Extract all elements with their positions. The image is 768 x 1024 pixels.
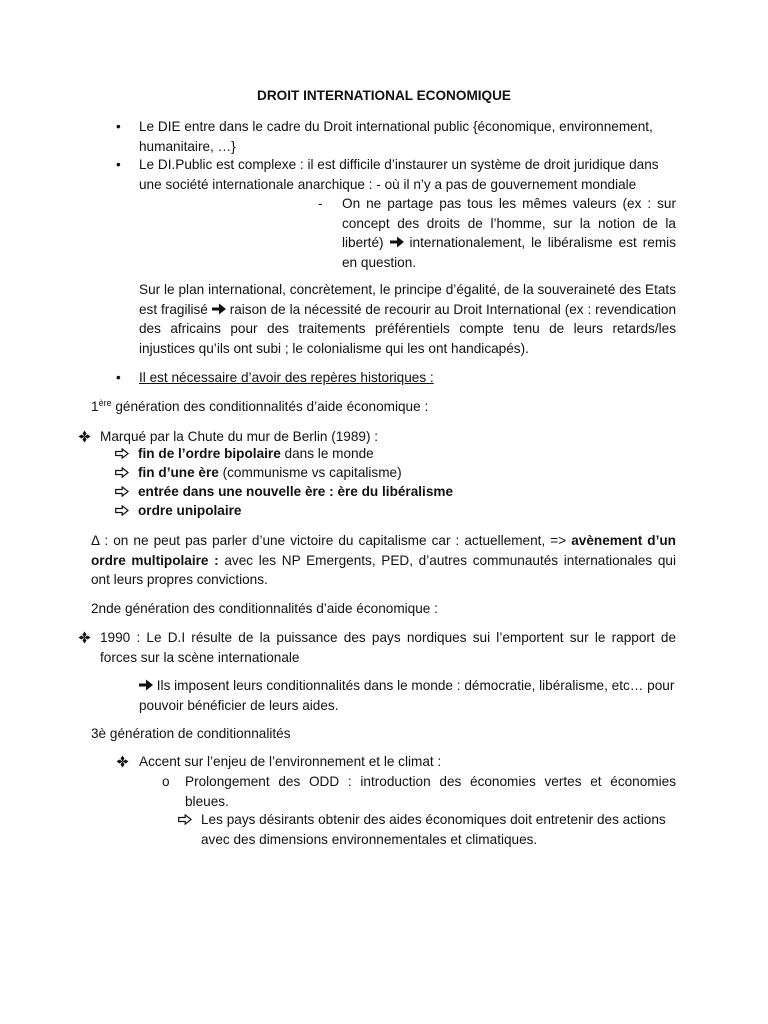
impose-text: Ils imposent leurs conditionnalités dans le monde : démocratie, libéralisme, etc… pour pouvoir bénéficier de leurs aides. <box>139 678 675 713</box>
bullet-item-die <box>116 117 676 156</box>
arrow-item-pays <box>178 810 676 849</box>
circle-item-odd <box>162 772 676 811</box>
arrow-text-rest: dans le monde <box>280 446 374 461</box>
delta-text-bold: avènement d’un ordre multipolaire : <box>91 533 676 568</box>
bullet-text: Le DI.Public est complexe : il est difficile d’instaurer un système de droit juridique dans une société internationale anarchique : - où il n’y a pas de gouvernement mondiale <box>139 157 659 192</box>
arrow-text <box>138 463 675 483</box>
paragraph-plan-international <box>139 280 676 358</box>
arrow-text-bold: entrée dans une nouvelle ère : ère du libéralisme <box>138 484 454 499</box>
bullet-icon: • <box>116 157 121 172</box>
odd-text: Prolongement des ODD : introduction des économies vertes et économies bleues. <box>185 774 676 809</box>
paragraph-delta <box>91 531 676 590</box>
bullet-text: Le DIE entre dans le cadre du Droit international public {économique, environnement, humanitaire, …} <box>139 119 653 154</box>
berlin-text: Marqué par la Chute du mur de Berlin (1989) : <box>100 429 379 444</box>
solid-arrow-icon <box>212 303 226 315</box>
heading-gen3: 3è génération de conditionnalités <box>91 726 291 741</box>
hollow-arrow-icon <box>115 467 129 478</box>
dash-text <box>342 194 676 272</box>
hollow-arrow-icon <box>115 505 129 516</box>
gen1-number: 1 <box>91 399 99 414</box>
dash-text-b: internationalement, le libéralisme est remis en question. <box>342 235 676 270</box>
arrow-text-bold: fin d’une ère <box>138 465 219 480</box>
diamond-bullet-icon <box>78 430 91 443</box>
document-title: DROIT INTERNATIONAL ECONOMIQUE <box>257 88 511 103</box>
arrow-item-unipolaire <box>115 501 675 521</box>
dash-item-valeurs <box>318 194 676 272</box>
hollow-arrow-icon <box>178 814 192 825</box>
dash-icon: - <box>318 196 323 211</box>
arrow-item-impose <box>139 676 676 715</box>
gen1-text: génération des conditionnalités d’aide économique : <box>111 399 429 414</box>
bullet-text: Il est nécessaire d’avoir des repères historiques : <box>139 370 434 385</box>
dash-text-a: On ne partage pas tous les mêmes valeurs (ex : sur concept des droits de l’homme, sur la notion de la liberté) <box>342 196 676 250</box>
arrow-text-rest: (communisme vs capitalisme) <box>218 465 402 480</box>
arrow-text-bold: ordre unipolaire <box>138 503 242 518</box>
gen1-superscript: ère <box>98 398 112 408</box>
hollow-arrow-icon <box>115 448 129 459</box>
heading-gen1 <box>91 397 676 417</box>
diamond-bullet-icon <box>116 755 129 768</box>
arrow-text <box>138 482 675 502</box>
bullet-icon: • <box>116 370 121 385</box>
paragraph-text-b: raison de la nécessité de recourir au Droit International (ex : revendication des africains pour des traitements préférentiels compte tenu de leurs retards/les injustices qu’ils ont subi ; le colonialisme qui les ont handicapés). <box>139 301 677 356</box>
arrow-text <box>138 444 675 464</box>
hollow-arrow-icon <box>115 486 129 497</box>
diamond-item-accent <box>116 752 676 772</box>
diamond-bullet-icon <box>78 631 91 644</box>
arrow-text <box>138 501 675 521</box>
delta-text-b: avec les NP Emergents, PED, d’autres communautés internationales qui ont leurs propres convictions. <box>91 552 676 587</box>
bullet-item-dipublic <box>116 155 676 194</box>
bullet-icon: • <box>116 119 121 134</box>
pays-text: Les pays désirants obtenir des aides économiques doit entretenir des actions avec des dimensions environnementales et climatiques. <box>201 812 666 847</box>
arrow-item-bipolaire <box>115 444 675 464</box>
diamond-item-1990 <box>78 628 676 667</box>
circle-bullet-icon: o <box>162 774 170 789</box>
arrow-item-liberalisme <box>115 482 675 502</box>
delta-text-a: Δ : on ne peut pas parler d’une victoire du capitalisme car : actuellement, => <box>91 533 572 548</box>
heading-gen2: 2nde génération des conditionnalités d’aide économique : <box>91 601 438 616</box>
solid-arrow-icon <box>390 236 404 248</box>
arrow-text-bold: fin de l’ordre bipolaire <box>138 446 281 461</box>
paragraph-text-a: Sur le plan international, concrètement, le principe d’égalité, de la souveraineté des Etats est fragilisé <box>139 282 676 317</box>
arrow-item-ere <box>115 463 675 483</box>
y1990-text: 1990 : Le D.I résulte de la puissance des pays nordiques sui l’emportent sur le rapport de forces sur la scène internationale <box>100 630 676 665</box>
accent-text: Accent sur l’enjeu de l’environnement et le climat : <box>139 754 442 769</box>
solid-arrow-icon <box>139 679 153 691</box>
bullet-item-reperes <box>116 368 676 388</box>
